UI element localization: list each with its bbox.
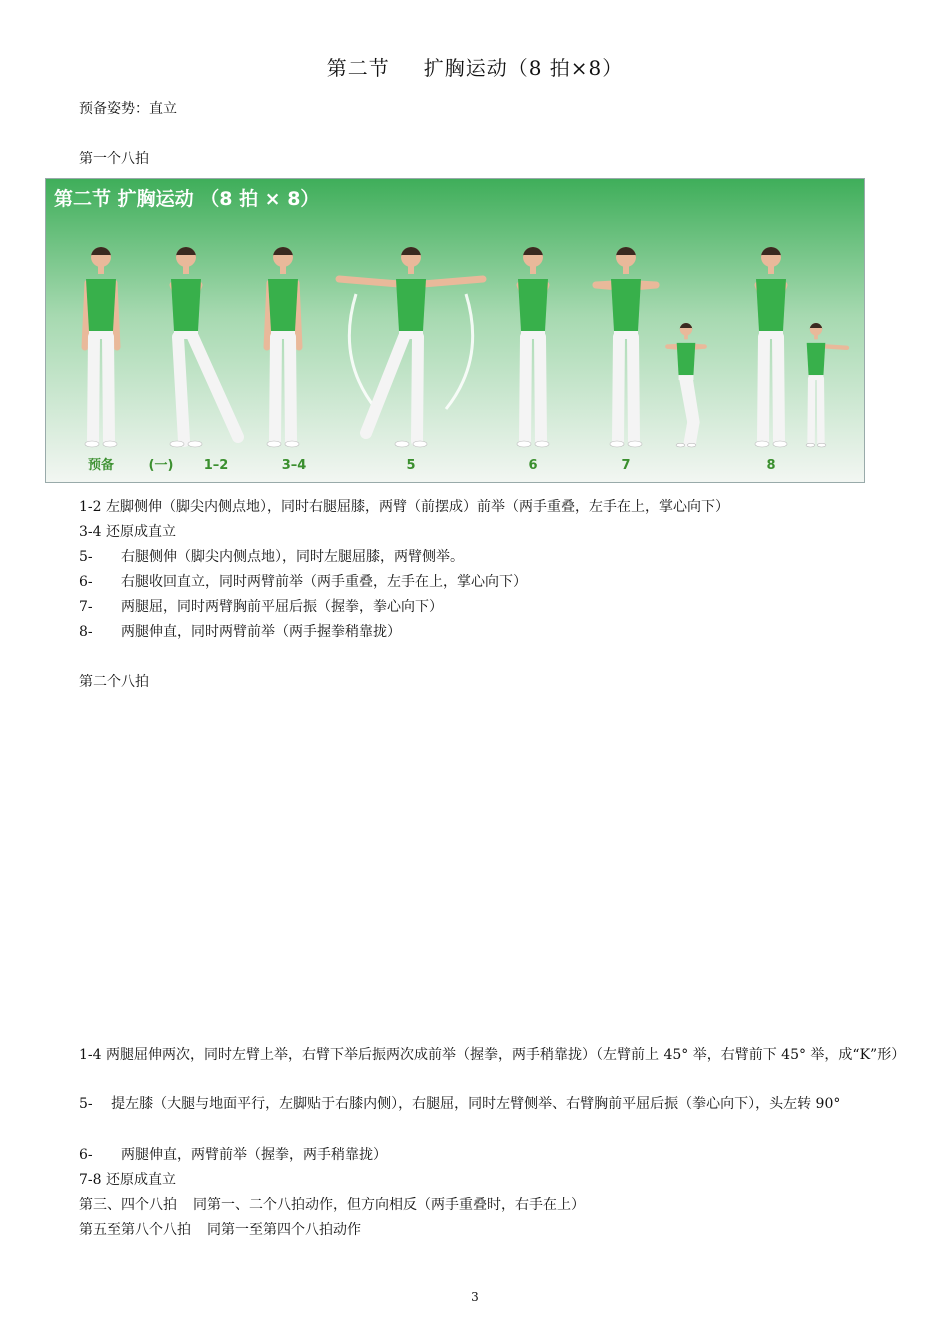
step-number: 6-	[79, 574, 93, 590]
figure-banner: 第二节 扩胸运动 （8 拍 × 8）	[54, 188, 320, 210]
step-number: 6-	[79, 1147, 93, 1163]
figure-step-label: 7	[621, 458, 631, 473]
page-title	[0, 52, 950, 81]
step-line	[79, 1145, 387, 1165]
step-text: 两腿伸直，同时两臂前举（两手握拳稍靠拢）	[121, 624, 401, 640]
step-text: 还原成直立	[106, 524, 176, 540]
step-line	[79, 1195, 585, 1215]
step-number: 7-	[79, 599, 93, 615]
step-line: 7-8 还原成直立	[79, 1172, 176, 1188]
step-number: 3-4	[79, 524, 102, 540]
step-line	[79, 547, 464, 567]
step-label: 第五至第八个八拍	[79, 1222, 191, 1238]
figure-step-label: 6	[528, 458, 538, 473]
step-paragraph: 1-4 两腿屈伸两次，同时左臂上举，右臂下举后振两次成前举（握拳，两手稍靠拢）（左臂前上 45° 举，右臂前下 45° 举，成“K”形）	[79, 1047, 906, 1063]
second-eight-heading: 第二个八拍	[79, 674, 149, 690]
step-line	[79, 522, 176, 542]
figure-step-label: 5	[406, 458, 416, 473]
figure-step-label: 1–2	[203, 458, 229, 473]
step-line	[79, 622, 401, 642]
step-text: 左脚侧伸（脚尖内侧点地），同时右腿屈膝，两臂（前摆成）前举（两手重叠，左手在上，掌心向下）	[106, 499, 729, 515]
figure-step-label: (一)	[148, 458, 174, 473]
step-number: 8-	[79, 624, 93, 640]
step-line	[79, 1220, 361, 1240]
step-text: 同第一至第四个八拍动作	[207, 1222, 361, 1238]
step-text: 右腿收回直立，同时两臂前举（两手重叠，左手在上，掌心向下）	[121, 574, 527, 590]
section-number: 第二节	[326, 56, 390, 80]
exercise-figure-svg	[46, 179, 864, 482]
step-line	[79, 572, 527, 592]
page-number: 3	[471, 1290, 479, 1304]
exercise-illustration	[45, 178, 865, 483]
preparation-line: 预备姿势：直立	[79, 101, 177, 117]
figure-step-label: 3–4	[281, 458, 307, 473]
figure-step-label: 8	[766, 458, 776, 473]
step-number: 1-2	[79, 499, 102, 515]
step-label: 第三、四个八拍	[79, 1197, 177, 1213]
step-paragraph: 5- 提左膝（大腿与地面平行，左脚贴于右膝内侧），右腿屈，同时左臂侧举、右臂胸前平屈后振（拳心向下），头左转 90°	[79, 1096, 841, 1112]
first-eight-heading: 第一个八拍	[79, 151, 149, 167]
step-text: 两腿屈，同时两臂胸前平屈后振（握拳，拳心向下）	[121, 599, 443, 615]
figure-step-label: 预备	[87, 458, 115, 473]
step-line	[79, 597, 443, 617]
step-number: 5-	[79, 549, 93, 565]
step-text: 同第一、二个八拍动作，但方向相反（两手重叠时，右手在上）	[193, 1197, 585, 1213]
step-line	[79, 497, 729, 517]
section-name: 扩胸运动（8 拍×8）	[423, 56, 624, 80]
step-text: 右腿侧伸（脚尖内侧点地），同时左腿屈膝，两臂侧举。	[121, 549, 464, 565]
step-text: 两腿伸直，两臂前举（握拳，两手稍靠拢）	[121, 1147, 387, 1163]
